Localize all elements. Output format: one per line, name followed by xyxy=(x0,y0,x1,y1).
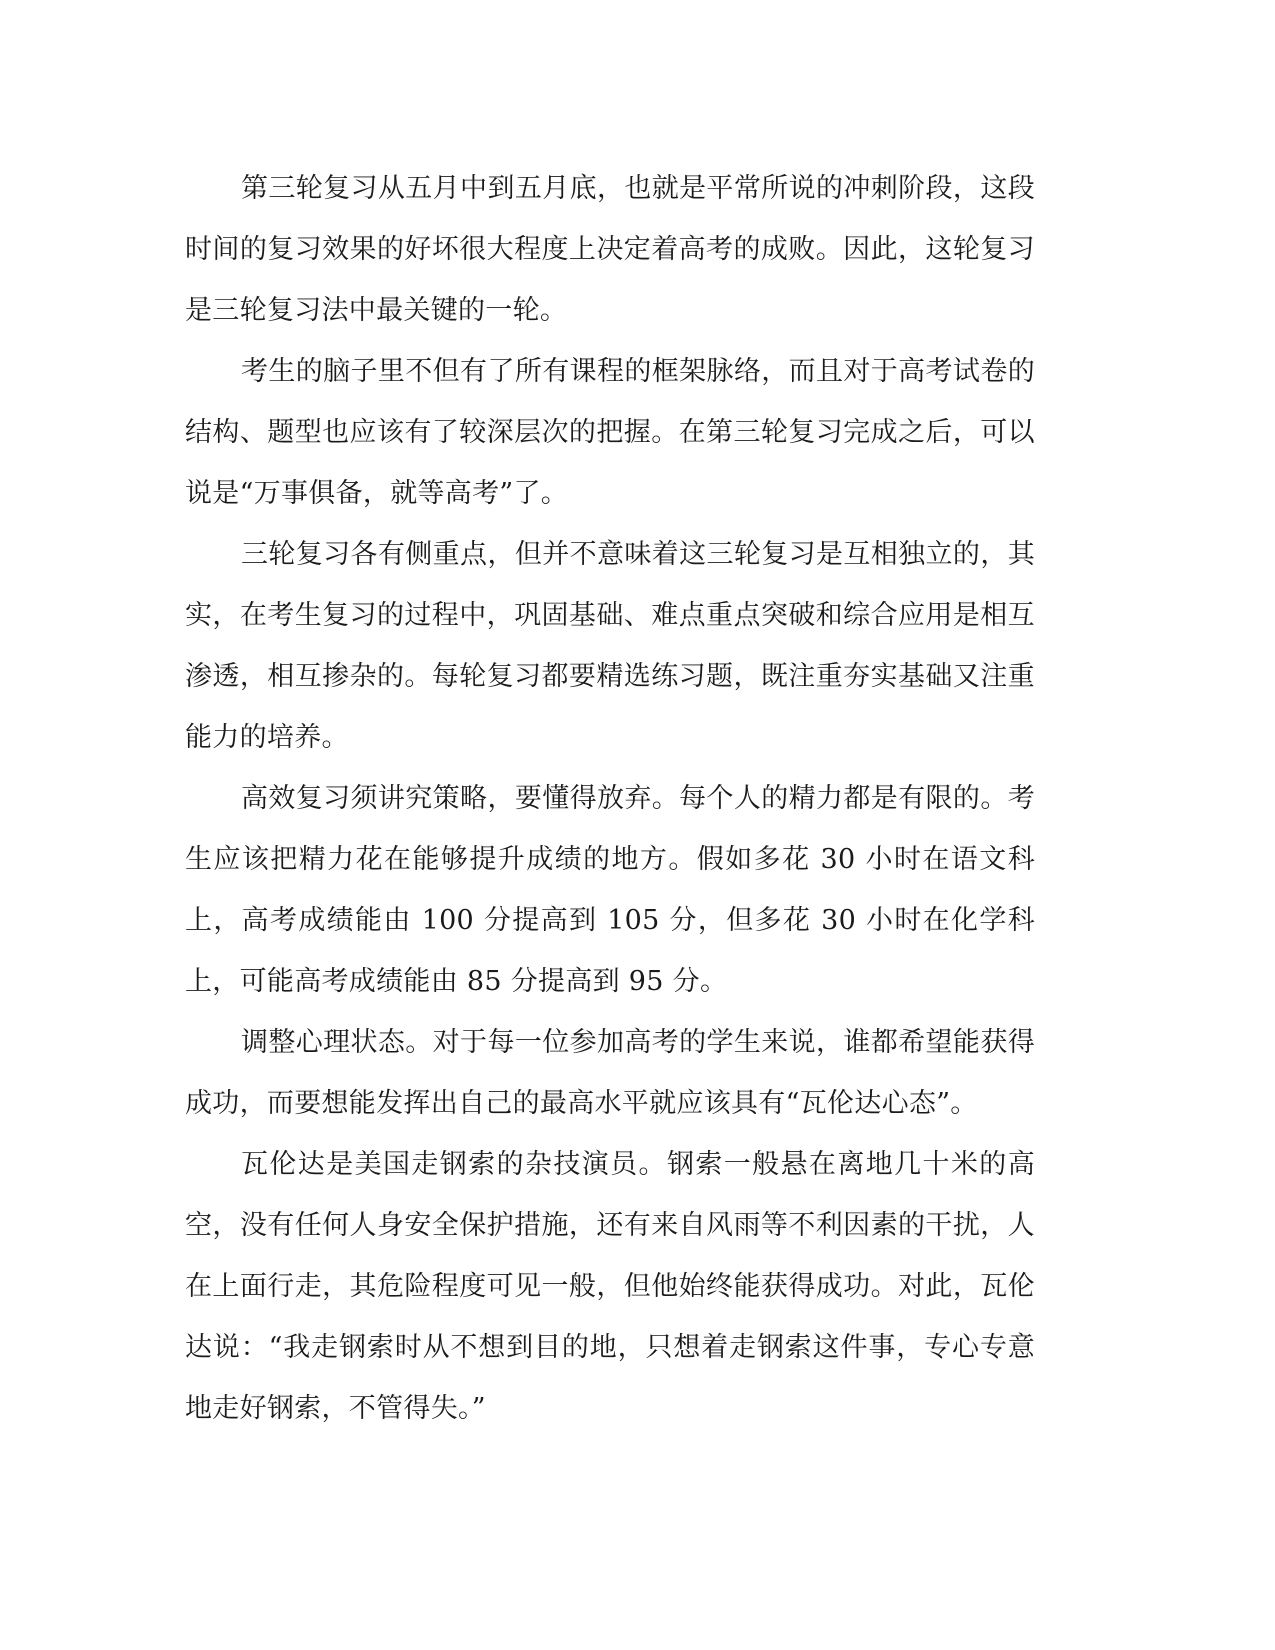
paragraph-third-round-review: 第三轮复习从五月中到五月底，也就是平常所说的冲刺阶段，这段时间的复习效果的好坏很大程度上决定着高考的成败。因此，这轮复习是三轮复习法中最关键的一轮。 xyxy=(185,173,1035,326)
paragraph-review-integration: 三轮复习各有侧重点，但并不意味着这三轮复习是互相独立的，其实，在考生复习的过程中，巩固基础、难点重点突破和综合应用是相互渗透，相互掺杂的。每轮复习都要精选练习题，既注重夯实基础又注重能力的培养。 xyxy=(185,539,1035,753)
paragraph-mental-state: 调整心理状态。对于每一位参加高考的学生来说，谁都希望能获得成功，而要想能发挥出自己的最高水平就应该具有“瓦伦达心态”。 xyxy=(185,1027,1035,1119)
paragraph-exam-structure: 考生的脑子里不但有了所有课程的框架脉络，而且对于高考试卷的结构、题型也应该有了较深层次的把握。在第三轮复习完成之后，可以说是“万事俱备，就等高考”了。 xyxy=(185,356,1035,509)
document-body xyxy=(185,158,1035,1439)
paragraph-review-strategy: 高效复习须讲究策略，要懂得放弃。每个人的精力都是有限的。考生应该把精力花在能够提升成绩的地方。假如多花 30 小时在语文科上，高考成绩能由 100 分提高到 105 分，但多花 30 小时在化学科上，可能高考成绩能由 85 分提高到 95 分。 xyxy=(185,783,1035,997)
paragraph-wallenda-story: 瓦伦达是美国走钢索的杂技演员。钢索一般悬在离地几十米的高空，没有任何人身安全保护措施，还有来自风雨等不利因素的干扰，人在上面行走，其危险程度可见一般，但他始终能获得成功。对此，瓦伦达说：“我走钢索时从不想到目的地，只想着走钢索这件事，专心专意地走好钢索，不管得失。” xyxy=(185,1149,1035,1424)
